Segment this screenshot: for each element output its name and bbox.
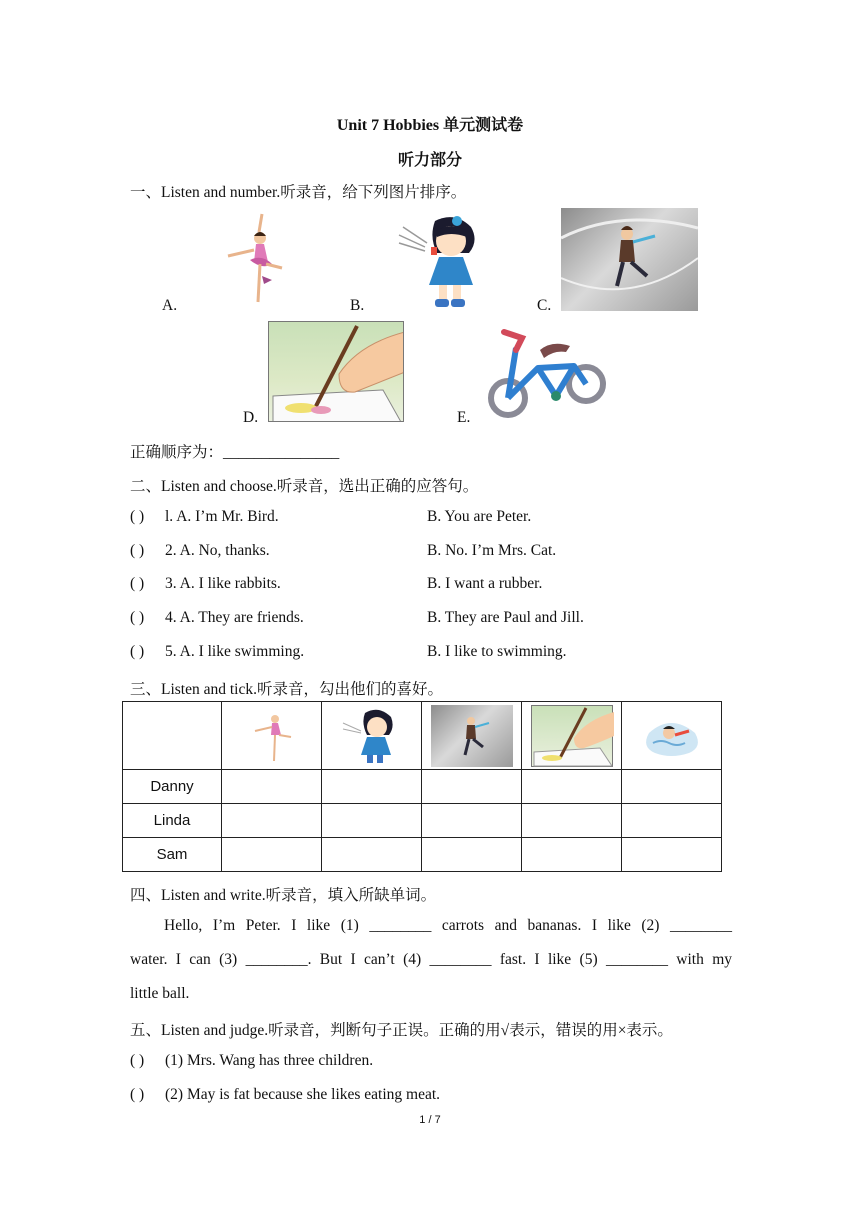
drawing-hand-icon <box>531 705 613 767</box>
picture-label-a: A. <box>162 297 178 314</box>
tick-cell[interactable] <box>422 804 522 838</box>
singing-girl-image <box>395 213 485 309</box>
ice-skating-boy-icon <box>431 705 513 767</box>
tick-cell[interactable] <box>322 770 422 804</box>
s2-item-4-option-b: B. They are Paul and Jill. <box>427 609 584 626</box>
tick-cell[interactable] <box>322 838 422 872</box>
s2-item-3-bracket[interactable]: ( ) <box>130 575 145 592</box>
passage-line-3: little ball. <box>130 985 190 1002</box>
s2-item-5-option-a: 5. A. I like swimming. <box>165 643 305 660</box>
s5-item-1-text: (1) Mrs. Wang has three children. <box>165 1052 374 1069</box>
passage-line-1: Hello, I’m Peter. I like (1) ________ carrots and bananas. I like (2) ________ <box>164 917 732 934</box>
s2-item-1-bracket[interactable]: ( ) <box>130 508 145 525</box>
table-header-cell <box>322 702 422 770</box>
tick-cell[interactable] <box>522 804 622 838</box>
s2-item-3-option-a: 3. A. I like rabbits. <box>165 575 281 592</box>
table-row <box>123 804 722 838</box>
ice-skating-boy-image <box>561 208 698 311</box>
s2-item-5-bracket[interactable]: ( ) <box>130 643 145 660</box>
table-row <box>123 770 722 804</box>
table-header-cell <box>422 702 522 770</box>
table-row <box>123 838 722 872</box>
s2-item-4-option-a: 4. A. They are friends. <box>165 609 304 626</box>
section-4-heading: 四、Listen and write.听录音，填入所缺单词。 <box>130 887 437 904</box>
tick-cell[interactable] <box>222 770 322 804</box>
tick-cell[interactable] <box>222 804 322 838</box>
page-number: 1 / 7 <box>419 1114 441 1126</box>
row-name-danny: Danny <box>123 770 222 804</box>
order-answer-blank[interactable]: _______________ <box>223 444 340 461</box>
tick-cell[interactable] <box>522 770 622 804</box>
page-title: Unit 7 Hobbies 单元测试卷 <box>336 117 524 134</box>
section-2-heading: 二、Listen and choose.听录音，选出正确的应答句。 <box>130 478 479 495</box>
ballet-girl-image <box>222 212 288 308</box>
s2-item-2-option-b: B. No. I’m Mrs. Cat. <box>427 542 557 559</box>
tick-cell[interactable] <box>622 804 722 838</box>
picture-label-c: C. <box>537 297 552 314</box>
order-label: 正确顺序为： <box>130 444 224 461</box>
table-header-cell <box>222 702 322 770</box>
swimming-kid-icon <box>631 705 713 767</box>
tick-cell[interactable] <box>522 838 622 872</box>
picture-label-d: D. <box>243 409 259 426</box>
tick-cell[interactable] <box>222 838 322 872</box>
table-corner-cell <box>123 702 222 770</box>
s2-item-1-option-b: B. You are Peter. <box>427 508 532 525</box>
singing-girl-icon <box>331 705 413 767</box>
tick-cell[interactable] <box>622 770 722 804</box>
bicycle-image <box>486 322 610 422</box>
tick-cell[interactable] <box>422 838 522 872</box>
s5-item-1-bracket[interactable]: ( ) <box>130 1052 145 1069</box>
table-header-cell <box>522 702 622 770</box>
section-1-heading: 一、Listen and number.听录音，给下列图片排序。 <box>130 184 467 201</box>
picture-label-b: B. <box>350 297 365 314</box>
section-3-heading: 三、Listen and tick.听录音，勾出他们的喜好。 <box>130 681 443 698</box>
table-header-cell <box>622 702 722 770</box>
s2-item-2-bracket[interactable]: ( ) <box>130 542 145 559</box>
order-line <box>130 440 339 462</box>
page-subtitle: 听力部分 <box>397 152 462 169</box>
s2-item-3-option-b: B. I want a rubber. <box>427 575 543 592</box>
passage-line-2: water. I can (3) ________. But I can’t (4) ________ fast. I like (5) ________ with my <box>130 951 732 968</box>
row-name-sam: Sam <box>123 838 222 872</box>
s2-item-1-option-a: l. A. I’m Mr. Bird. <box>165 508 279 525</box>
hobby-tick-table <box>122 701 722 872</box>
tick-cell[interactable] <box>422 770 522 804</box>
tick-cell[interactable] <box>622 838 722 872</box>
drawing-hand-image <box>268 321 404 422</box>
s2-item-4-bracket[interactable]: ( ) <box>130 609 145 626</box>
table-header-row <box>123 702 722 770</box>
section-5-heading: 五、Listen and judge.听录音，判断句子正误。正确的用√表示，错误的用×表示。 <box>130 1022 673 1039</box>
s5-item-2-bracket[interactable]: ( ) <box>130 1086 145 1103</box>
tick-cell[interactable] <box>322 804 422 838</box>
row-name-linda: Linda <box>123 804 222 838</box>
skating-girl-icon <box>231 705 313 767</box>
s2-item-2-option-a: 2. A. No, thanks. <box>165 542 270 559</box>
s5-item-2-text: (2) May is fat because she likes eating meat. <box>165 1086 441 1103</box>
picture-label-e: E. <box>457 409 471 426</box>
s2-item-5-option-b: B. I like to swimming. <box>427 643 567 660</box>
